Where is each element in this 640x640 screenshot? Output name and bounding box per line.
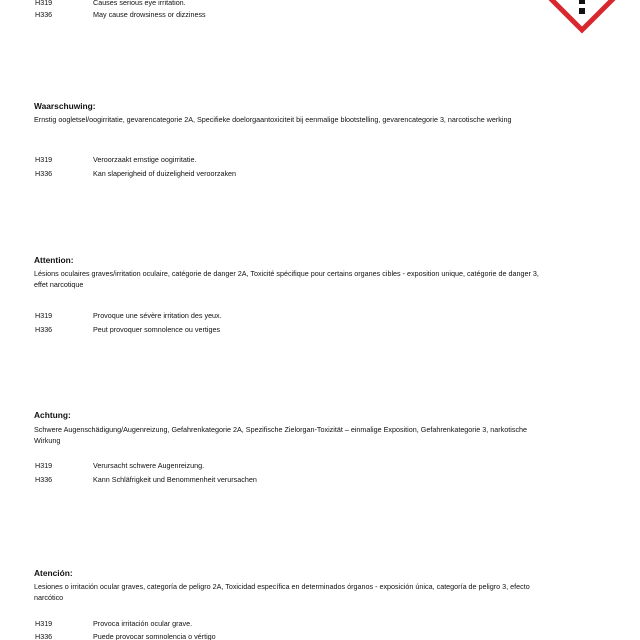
section-heading-spanish: Atención: bbox=[34, 568, 73, 578]
hazard-statement: Causes serious eye irritation. bbox=[93, 0, 186, 7]
section-description-german: Schwere Augenschädigung/Augenreizung, Gefahrenkategorie 2A, Spezifische Zielorgan-Toxizität – einmalige Exposition, Gefahrenkategorie 3, narkotische Wirkung bbox=[34, 425, 528, 445]
hazard-statement-row bbox=[0, 169, 640, 179]
hazard-statement: Kann Schläfrigkeit und Benommenheit verursachen bbox=[93, 475, 257, 484]
hazard-statement: Verursacht schwere Augenreizung. bbox=[93, 461, 205, 470]
hazard-statement-row bbox=[0, 632, 640, 640]
section-description-french: Lésions oculaires graves/irritation oculaire, catégorie de danger 2A, Toxicité spécifique pour certains organes cibles - exposition unique, catégorie de danger 3, effet narcotique bbox=[34, 269, 539, 289]
hazard-statement-row bbox=[0, 155, 640, 165]
hazard-code: H336 bbox=[35, 169, 53, 178]
hazard-statement-row bbox=[0, 475, 640, 485]
hazard-code: H336 bbox=[35, 475, 53, 484]
section-heading-french: Attention: bbox=[34, 255, 74, 265]
hazard-code: H336 bbox=[35, 325, 53, 334]
hazard-statement-row bbox=[0, 461, 640, 471]
hazard-code: H319 bbox=[35, 461, 53, 470]
hazard-statement: Peut provoquer somnolence ou vertiges bbox=[93, 325, 221, 334]
hazard-statement: Provoca irritación ocular grave. bbox=[93, 619, 193, 628]
hazard-statement-row bbox=[0, 619, 640, 629]
hazard-statement-row bbox=[0, 0, 640, 8]
hazard-statement: Puede provocar somnolencia o vértigo bbox=[93, 632, 216, 640]
hazard-statement-row bbox=[0, 10, 640, 20]
hazard-statement: Provoque une sévère irritation des yeux. bbox=[93, 311, 222, 320]
hazard-statement: May cause drowsiness or dizziness bbox=[93, 10, 206, 19]
hazard-code: H319 bbox=[35, 0, 53, 7]
hazard-statement: Veroorzaakt ernstige oogirritatie. bbox=[93, 155, 197, 164]
section-heading-german: Achtung: bbox=[34, 410, 71, 420]
hazard-code: H319 bbox=[35, 155, 53, 164]
hazard-code: H336 bbox=[35, 632, 53, 640]
section-heading-dutch: Waarschuwing: bbox=[34, 101, 96, 111]
section-description-dutch: Ernstig oogletsel/oogirritatie, gevarencategorie 2A, Specifieke doelorgaantoxiciteit bij eenmalige blootstelling, gevarencategorie 3, narcotische werking bbox=[34, 115, 512, 124]
hazard-code: H336 bbox=[35, 10, 53, 19]
hazard-statement: Kan slaperigheid of duizeligheid veroorzaken bbox=[93, 169, 237, 178]
section-description-spanish: Lesiones o irritación ocular graves, categoría de peligro 2A, Toxicidad específica en determinados órganos - exposición única, categoría de peligro 3, efecto narcótico bbox=[34, 582, 530, 602]
hazard-statement-row bbox=[0, 311, 640, 321]
hazard-code: H319 bbox=[35, 619, 53, 628]
hazard-statement-row bbox=[0, 325, 640, 335]
hazard-code: H319 bbox=[35, 311, 53, 320]
